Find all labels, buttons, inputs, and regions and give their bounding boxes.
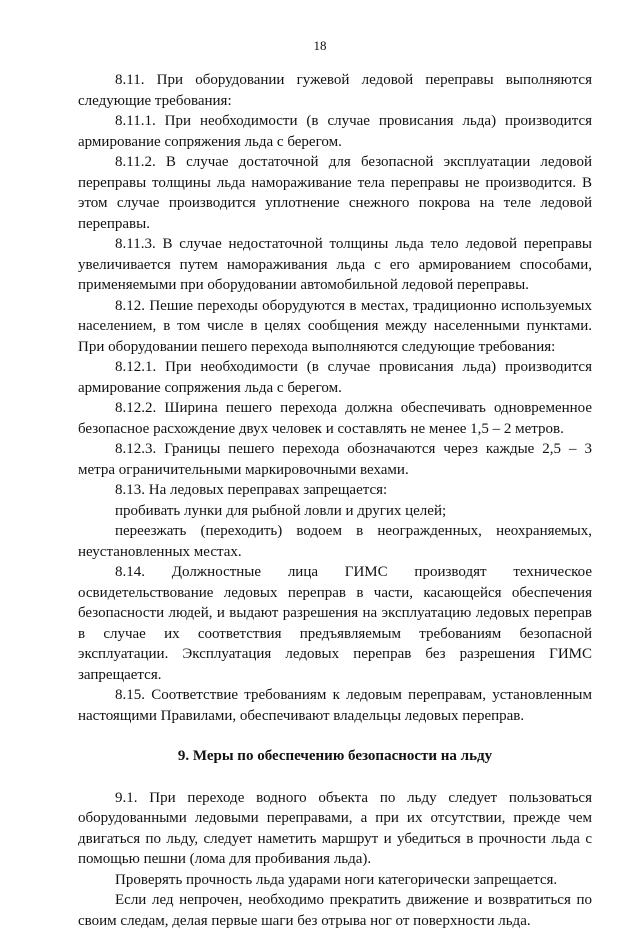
paragraph-9-1-return: Если лед непрочен, необходимо прекратить движение и возвратиться по своим следам, делая первые шаги без отрыва ног от поверхности льда. xyxy=(78,892,592,929)
paragraph-8-12-2: 8.12.2. Ширина пешего перехода должна обеспечивать одновременное безопасное расхождение двух человек и составлять не менее 1,5 – 2 метров. xyxy=(78,400,592,437)
paragraph-8-13: 8.13. На ледовых переправах запрещается: xyxy=(115,482,388,498)
paragraph-8-15: 8.15. Соответствие требованиям к ледовым переправам, установленным настоящими Правилами, обеспечивают владельцы ледовых переправ. xyxy=(78,687,592,724)
paragraph-8-11-3: 8.11.3. В случае недостаточной толщины льда тело ледовой переправы увеличивается путем намораживания льда с его армированием способами, применяемыми при оборудовании автомобильной ледовой переправы. xyxy=(78,236,592,293)
paragraph-8-12-1: 8.12.1. При необходимости (в случае провисания льда) производится армирование сопряжения льда с берегом. xyxy=(78,359,592,396)
page-number: 18 xyxy=(313,38,327,53)
paragraph-9-1: 9.1. При переходе водного объекта по льду следует пользоваться оборудованными ледовыми переправами, а при их отсутствии, прежде чем двигаться по льду, следует наметить маршрут и убедиться в прочности льда с помощью пешни (лома для пробивания льда). xyxy=(78,789,592,867)
paragraph-8-12: 8.12. Пешие переходы оборудуются в местах, традиционно используемых населением, в том числе в целях сообщения между населенными пунктами. При оборудовании пешего перехода выполняются следующие требования: xyxy=(78,297,592,355)
document-body xyxy=(78,70,592,931)
paragraph-8-12-3: 8.12.3. Границы пешего перехода обозначаются через каждые 2,5 – 3 метра ограничительными маркировочными вехами. xyxy=(78,441,592,478)
paragraph-8-11-1: 8.11.1. При необходимости (в случае провисания льда) производится армирование сопряжения льда с берегом. xyxy=(78,113,592,150)
section-9-heading: 9. Меры по обеспечению безопасности на льду xyxy=(177,748,493,764)
paragraph-8-11: 8.11. При оборудовании гужевой ледовой переправы выполняются следующие требования: xyxy=(78,72,592,109)
paragraph-8-13-item-1: пробивать лунки для рыбной ловли и других целей; xyxy=(115,502,447,519)
paragraph-8-11-2: 8.11.2. В случае достаточной для безопасной эксплуатации ледовой переправы толщины льда намораживание тела переправы не производится. В этом случае производится уплотнение снежного покрова на теле ледовой переправы. xyxy=(78,154,592,232)
paragraph-8-14: 8.14. Должностные лица ГИМС производят техническое освидетельствование ледовых переправ в части, касающейся обеспечения безопасности людей, и выдают разрешения на эксплуатацию ледовых переправ в случае их соответствия предъявляемым требованиям безопасной эксплуатации. Эксплуатация ледовых переправ без разрешения ГИМС запрещается. xyxy=(78,564,592,683)
paragraph-9-1-check: Проверять прочность льда ударами ноги категорически запрещается. xyxy=(115,871,558,888)
paragraph-8-13-item-2: переезжать (переходить) водоем в неогражденных, неохраняемых, неустановленных местах. xyxy=(78,523,592,560)
